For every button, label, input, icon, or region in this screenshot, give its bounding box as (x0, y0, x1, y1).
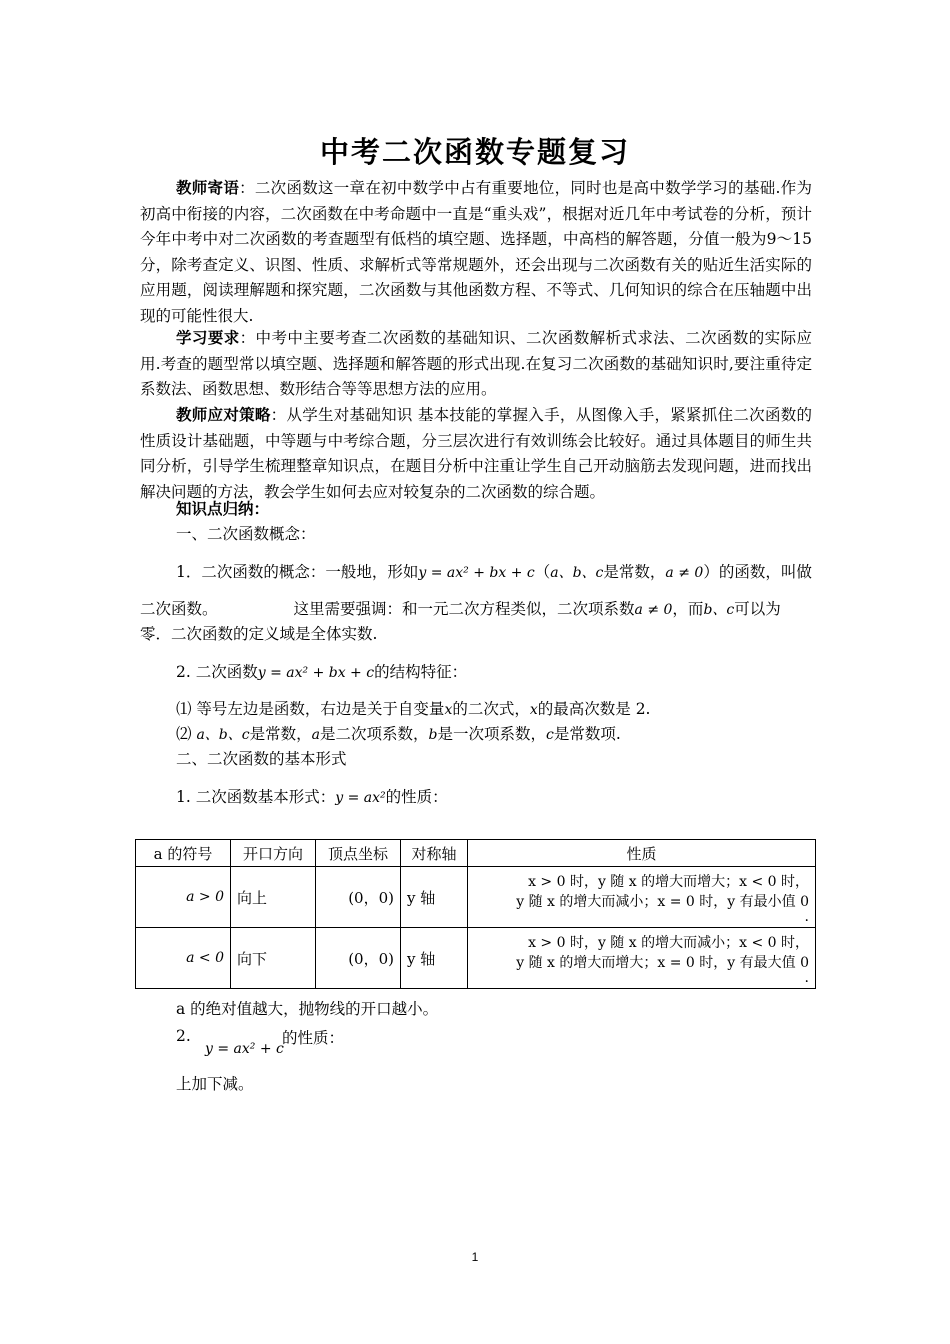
table-header-row (136, 840, 816, 867)
definition-line-2: 二次函数。 这里需要强调：和一元二次方程类似，二次项系数a ≠ 0，而b、c可以为 (140, 600, 781, 618)
basic-form-line: 1. 二次函数基本形式：y = ax²的性质： (176, 788, 448, 806)
table-cell-direction: 向下 (231, 928, 316, 989)
table-cell-vertex: (0，0) (316, 928, 401, 989)
abs-value-note: a 的绝对值越大，抛物线的开口越小。 (176, 1000, 439, 1018)
table-cell-property: x > 0 时，y 随 x 的增大而减小；x < 0 时， y 随 x 的增大而增大；x = 0 时，y 有最大值 0 . (468, 928, 816, 989)
table-header: 对称轴 (401, 840, 468, 867)
table-row (136, 928, 816, 989)
structure-line: 2. 二次函数y = ax² + bx + c的结构特征： (176, 663, 468, 681)
table-header: 性质 (468, 840, 816, 867)
section-heading-2: 二、二次函数的基本形式 (176, 750, 347, 768)
section-heading-1: 一、二次函数概念： (176, 525, 316, 543)
structure-item-1: ⑴ 等号左边是函数，右边是关于自变量x的二次式，x的最高次数是 2. (176, 700, 651, 718)
definition-line-3: 零．二次函数的定义域是全体实数. (140, 625, 378, 643)
structure-item-2: ⑵ a、b、c是常数，a是二次项系数，b是一次项系数，c是常数项. (176, 725, 621, 743)
teacher-note-text: ：二次函数这一章在初中数学中占有重要地位，同时也是高中数学学习的基础.作为初高中衔接的内容，二次函数在中考命题中一直是“重头戏”，根据对近几年中考试卷的分析，预计今年中考中对二次函数的考查题型有低档的填空题、选择题，中高档的解答题，分值一般为9～15分，除考查定义、识图、性质、求解析式等常规题外，还会出现与二次函数有关的贴近生活实际的应用题，阅读理解题和探究题，二次函数与其他函数方程、不等式、几何知识的综合在压轴题中出现的可能性很大. (140, 179, 812, 325)
strategy-text: ：从学生对基础知识 基本技能的掌握入手，从图像入手，紧紧抓住二次函数的性质设计基础题，中等题与中考综合题，分三层次进行有效训练会比较好。通过具体题目的师生共同分析，引导学生梳理整章知识点，在题目分析中注重让学生自己开动脑筋去发现问题，进而找出解决问题的方法，教会学生如何去应对较复杂的二次函数的综合题。 (140, 406, 812, 501)
study-requirement-paragraph (140, 325, 812, 403)
page-title: 中考二次函数专题复习 (319, 135, 630, 169)
properties-table (135, 839, 816, 989)
table-cell-sign: a > 0 (136, 867, 231, 928)
table-header: 开口方向 (231, 840, 316, 867)
study-requirement-label: 学习要求 (176, 328, 240, 347)
page-number: 1 (471, 1250, 479, 1264)
strategy-label: 教师应对策略 (176, 405, 271, 424)
table-header: 顶点坐标 (316, 840, 401, 867)
up-down-rule: 上加下减。 (176, 1075, 254, 1093)
teacher-note-paragraph (140, 175, 812, 329)
teacher-note-label: 教师寄语 (176, 178, 240, 197)
summary-heading: 知识点归纳： (176, 499, 270, 518)
table-cell-axis: y 轴 (401, 928, 468, 989)
item-2-text: 的性质： (282, 1029, 345, 1047)
table-cell-vertex: (0，0) (316, 867, 401, 928)
study-requirement-text: ：中考中主要考查二次函数的基础知识、二次函数解析式求法、二次函数的实际应用.考查的题型常以填空题、选择题和解答题的形式出现.在复习二次函数的基础知识时,要注重待定系数法、函数思想、数形结合等等思想方法的应用。 (140, 329, 812, 398)
table-cell-axis: y 轴 (401, 867, 468, 928)
table-cell-sign: a < 0 (136, 928, 231, 989)
table-cell-direction: 向上 (231, 867, 316, 928)
item-2-label: 2. (176, 1027, 191, 1045)
item-2-formula: y = ax² + c (205, 1041, 284, 1057)
table-row (136, 867, 816, 928)
formula-general: y = ax² + bx + c (418, 565, 535, 581)
strategy-paragraph (140, 402, 812, 505)
definition-line-1: 1．二次函数的概念：一般地，形如y = ax² + bx + c（a、b、c是常数，a ≠ 0）的函数，叫做 (176, 563, 812, 581)
table-cell-property: x > 0 时，y 随 x 的增大而增大；x < 0 时， y 随 x 的增大而减小；x = 0 时，y 有最小值 0 . (468, 867, 816, 928)
table-header: a 的符号 (136, 840, 231, 867)
